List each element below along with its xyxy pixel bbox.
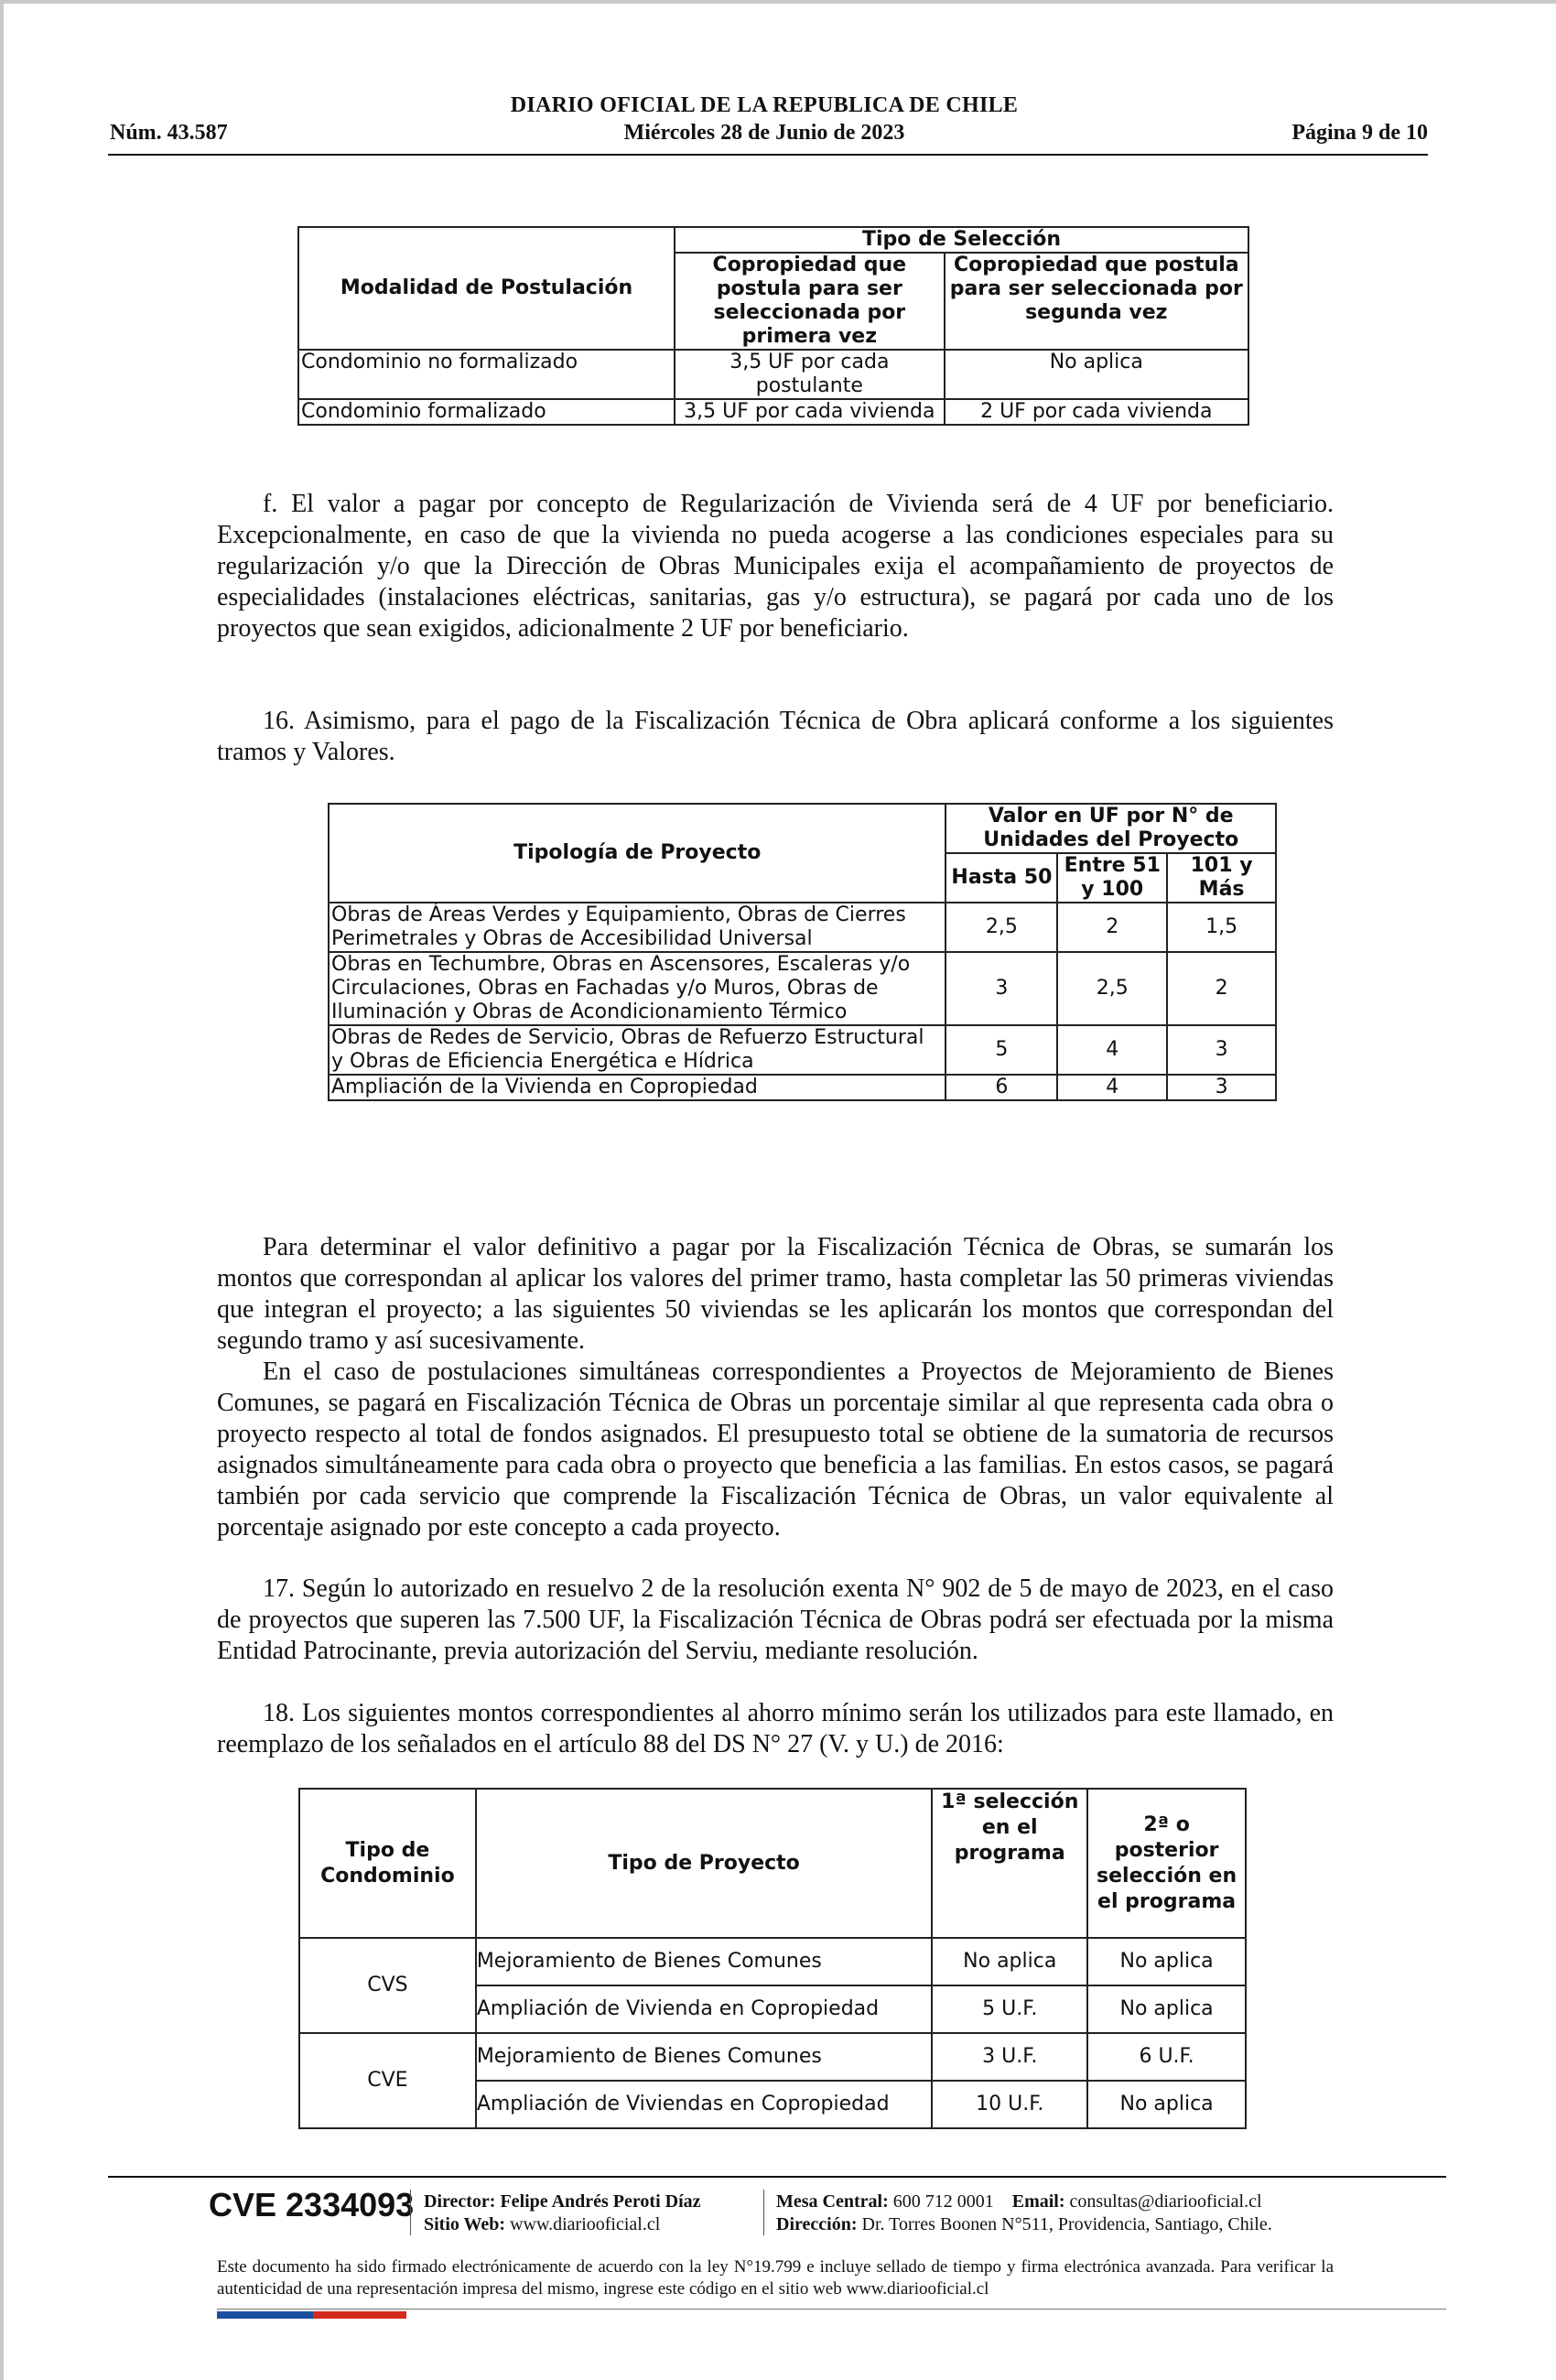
table-row (299, 2033, 1246, 2081)
footer-contact-block (776, 2191, 1272, 2236)
table-cell: No aplica (1087, 1985, 1246, 2033)
paragraph-18 (217, 1698, 1334, 1760)
table-cell: 2 (1167, 952, 1276, 1025)
paragraph-f (217, 489, 1334, 644)
paragraph-text: En el caso de postulaciones simultáneas correspondientes a Proyectos de Mejoramiento de Bienes Comunes, se pagará en Fiscalización Técnica de Obras un porcentaje similar al que representa cada obra o proyecto respecto al total de fondos asignados. El presupuesto total se obtiene de la sumatoria de recursos asignados simultáneamente para cada obra o proyecto que beneficia a las familias. En estos casos, se pagará también por cada servicio que comprende la Fiscalización Técnica de Obras, un valor equivalente al porcentaje asignado por este concepto a cada proyecto. (217, 1358, 1334, 1542)
column-header: 2ª o posterior selección en el programa (1087, 1789, 1246, 1938)
table-cell: 2,5 (1057, 952, 1167, 1025)
column-header: Hasta 50 (945, 853, 1057, 903)
project-type-cell: Mejoramiento de Bienes Comunes (476, 2033, 933, 2081)
table-cell: No aplica (1087, 2081, 1246, 2128)
table-cell: 3 (1167, 1025, 1276, 1075)
paragraph-text: 17. Según lo autorizado en resuelvo 2 de la resolución exenta N° 902 de 5 de mayo de 2023, en el caso de proyectos que superen las 7.500 UF, la Fiscalización Técnica de Obras podrá ser efectuada por la misma Entidad Patrocinante, previa autorización del Serviu, mediante resolución. (217, 1574, 1334, 1665)
table-cell: 1,5 (1167, 903, 1276, 952)
condo-type-cell: CVS (299, 1938, 476, 2033)
table-row (329, 1025, 1276, 1075)
column-header: Copropiedad que postula para ser seleccionada por segunda vez (945, 253, 1248, 350)
cve-code: CVE 2334093 (209, 2186, 415, 2223)
project-type-cell: Ampliación de Vivienda en Copropiedad (476, 1985, 933, 2033)
footer-separator (410, 2190, 411, 2235)
flag-stripe-red (313, 2311, 406, 2319)
footer-director-block (424, 2191, 701, 2236)
web-label: Sitio Web: (424, 2214, 506, 2234)
footer-separator (763, 2190, 764, 2235)
condo-type-cell: CVE (299, 2033, 476, 2128)
table-cell: 5 U.F. (932, 1985, 1087, 2033)
row-label: Obras de Redes de Servicio, Obras de Refuerzo Estructural y Obras de Eficiencia Energética e Hídrica (329, 1025, 945, 1075)
paragraph-simultaneous (217, 1357, 1334, 1543)
publication-title: DIARIO OFICIAL DE LA REPUBLICA DE CHILE (510, 93, 1019, 117)
table-cell: 2,5 (945, 903, 1057, 952)
selection-type-table (297, 226, 1249, 426)
page-indicator: Página 9 de 10 (1291, 121, 1428, 145)
table-cell: 10 U.F. (932, 2081, 1087, 2128)
address-text: Dr. Torres Boonen N°511, Providencia, Santiago, Chile. (861, 2214, 1272, 2234)
table-cell: No aplica (945, 350, 1248, 399)
issue-number: Núm. 43.587 (110, 121, 228, 145)
inspection-values-table (328, 803, 1277, 1101)
column-header: 101 y Más (1167, 853, 1276, 903)
table-row (299, 1938, 1246, 1985)
table-header-row (299, 1789, 1246, 1938)
table-row (329, 903, 1276, 952)
legal-notice: Este documento ha sido firmado electrónicamente de acuerdo con la ley N°19.799 e incluye sellado de tiempo y firma electrónica avanzada. Para verificar la autenticidad de una representación impresa del mismo, ingrese este código en el sitio web www.diariooficial.cl (217, 2257, 1334, 2299)
column-header: Tipo de Proyecto (476, 1789, 933, 1938)
row-label: Obras en Techumbre, Obras en Ascensores, Escaleras y/o Circulaciones, Obras en Fachadas y/o Muros, Obras de Iluminación y Obras de Acondicionamiento Térmico (329, 952, 945, 1025)
paragraph-text: f. El valor a pagar por concepto de Regularización de Vivienda será de 4 UF por beneficiario. Excepcionalmente, en caso de que la vivienda no pueda acogerse a las condiciones especiales para su regularización y/o que la Dirección de Obras Municipales exija el acompañamiento de proyectos de especialidades (instalaciones eléctricas, sanitarias, gas y/o estructura), se pagará por cada uno de los proyectos que sean exigidos, adicionalmente 2 UF por beneficiario. (217, 490, 1334, 643)
table-cell: 3 (945, 952, 1057, 1025)
table-cell: 3,5 UF por cada postulante (675, 350, 945, 399)
column-header: 1ª selección en el programa (932, 1789, 1087, 1938)
email-link[interactable]: consultas@diariooficial.cl (1069, 2191, 1262, 2212)
table-cell: 5 (945, 1025, 1057, 1075)
paragraph-final-value (217, 1232, 1334, 1357)
table-cell: 6 (945, 1075, 1057, 1100)
row-label: Condominio formalizado (298, 399, 675, 425)
table-cell: 4 (1057, 1075, 1167, 1100)
table-header-row (298, 227, 1248, 253)
column-header: Copropiedad que postula para ser seleccionada por primera vez (675, 253, 945, 350)
row-label: Ampliación de la Vivienda en Copropiedad (329, 1075, 945, 1100)
table-row (298, 350, 1248, 399)
table-cell: 4 (1057, 1025, 1167, 1075)
row-label: Obras de Áreas Verdes y Equipamiento, Obras de Cierres Perimetrales y Obras de Accesibilidad Universal (329, 903, 945, 952)
table-header-row (329, 804, 1276, 853)
column-header: Tipo de Condominio (299, 1789, 476, 1938)
paragraph-text: 18. Los siguientes montos correspondientes al ahorro mínimo serán los utilizados para este llamado, en reemplazo de los señalados en el artículo 88 del DS N° 27 (V. y U.) de 2016: (217, 1699, 1334, 1758)
mesa-label: Mesa Central: (776, 2191, 889, 2212)
address-label: Dirección: (776, 2214, 858, 2234)
table-cell: 2 UF por cada vivienda (945, 399, 1248, 425)
header-divider (108, 154, 1428, 156)
table-row (298, 399, 1248, 425)
paragraph-text: Para determinar el valor definitivo a pagar por la Fiscalización Técnica de Obras, se sumarán los montos que correspondan al aplicar los valores del primer tramo, hasta completar las 50 primeras viviendas que integran el proyecto; a las siguientes 50 viviendas se les aplicarán los montos que correspondan del segundo tramo y así sucesivamente. (217, 1233, 1334, 1355)
web-link[interactable]: www.diariooficial.cl (510, 2214, 661, 2234)
paragraph-16 (217, 706, 1334, 768)
column-header: Modalidad de Postulación (298, 227, 675, 350)
table-cell: No aplica (1087, 1938, 1246, 1985)
footer-bottom-rule (217, 2309, 1446, 2310)
column-header: Tipología de Proyecto (329, 804, 945, 903)
table-row (329, 1075, 1276, 1100)
minimum-savings-table (298, 1788, 1247, 2129)
issue-date: Miércoles 28 de Junio de 2023 (623, 121, 905, 145)
email-label: Email: (1011, 2191, 1065, 2212)
project-type-cell: Ampliación de Viviendas en Copropiedad (476, 2081, 933, 2128)
director-label: Director: (424, 2191, 496, 2212)
table-cell: 3,5 UF por cada vivienda (675, 399, 945, 425)
flag-stripe-blue (217, 2311, 313, 2319)
table-cell: 3 U.F. (932, 2033, 1087, 2081)
paragraph-17 (217, 1574, 1334, 1667)
page-border-left (0, 0, 4, 2380)
footer-divider (108, 2176, 1446, 2178)
table-cell: 6 U.F. (1087, 2033, 1246, 2081)
table-row (329, 952, 1276, 1025)
column-header: Entre 51 y 100 (1057, 853, 1167, 903)
project-type-cell: Mejoramiento de Bienes Comunes (476, 1938, 933, 1985)
director-name: Felipe Andrés Peroti Díaz (500, 2191, 701, 2212)
column-group-header: Valor en UF por N° de Unidades del Proyecto (945, 804, 1276, 853)
table-cell: 2 (1057, 903, 1167, 952)
row-label: Condominio no formalizado (298, 350, 675, 399)
page-border-top (0, 0, 1556, 4)
table-cell: 3 (1167, 1075, 1276, 1100)
paragraph-text: 16. Asimismo, para el pago de la Fiscalización Técnica de Obra aplicará conforme a los siguientes tramos y Valores. (217, 707, 1334, 766)
mesa-phone: 600 712 0001 (892, 2191, 994, 2212)
column-group-header: Tipo de Selección (675, 227, 1248, 253)
table-cell: No aplica (932, 1938, 1087, 1985)
